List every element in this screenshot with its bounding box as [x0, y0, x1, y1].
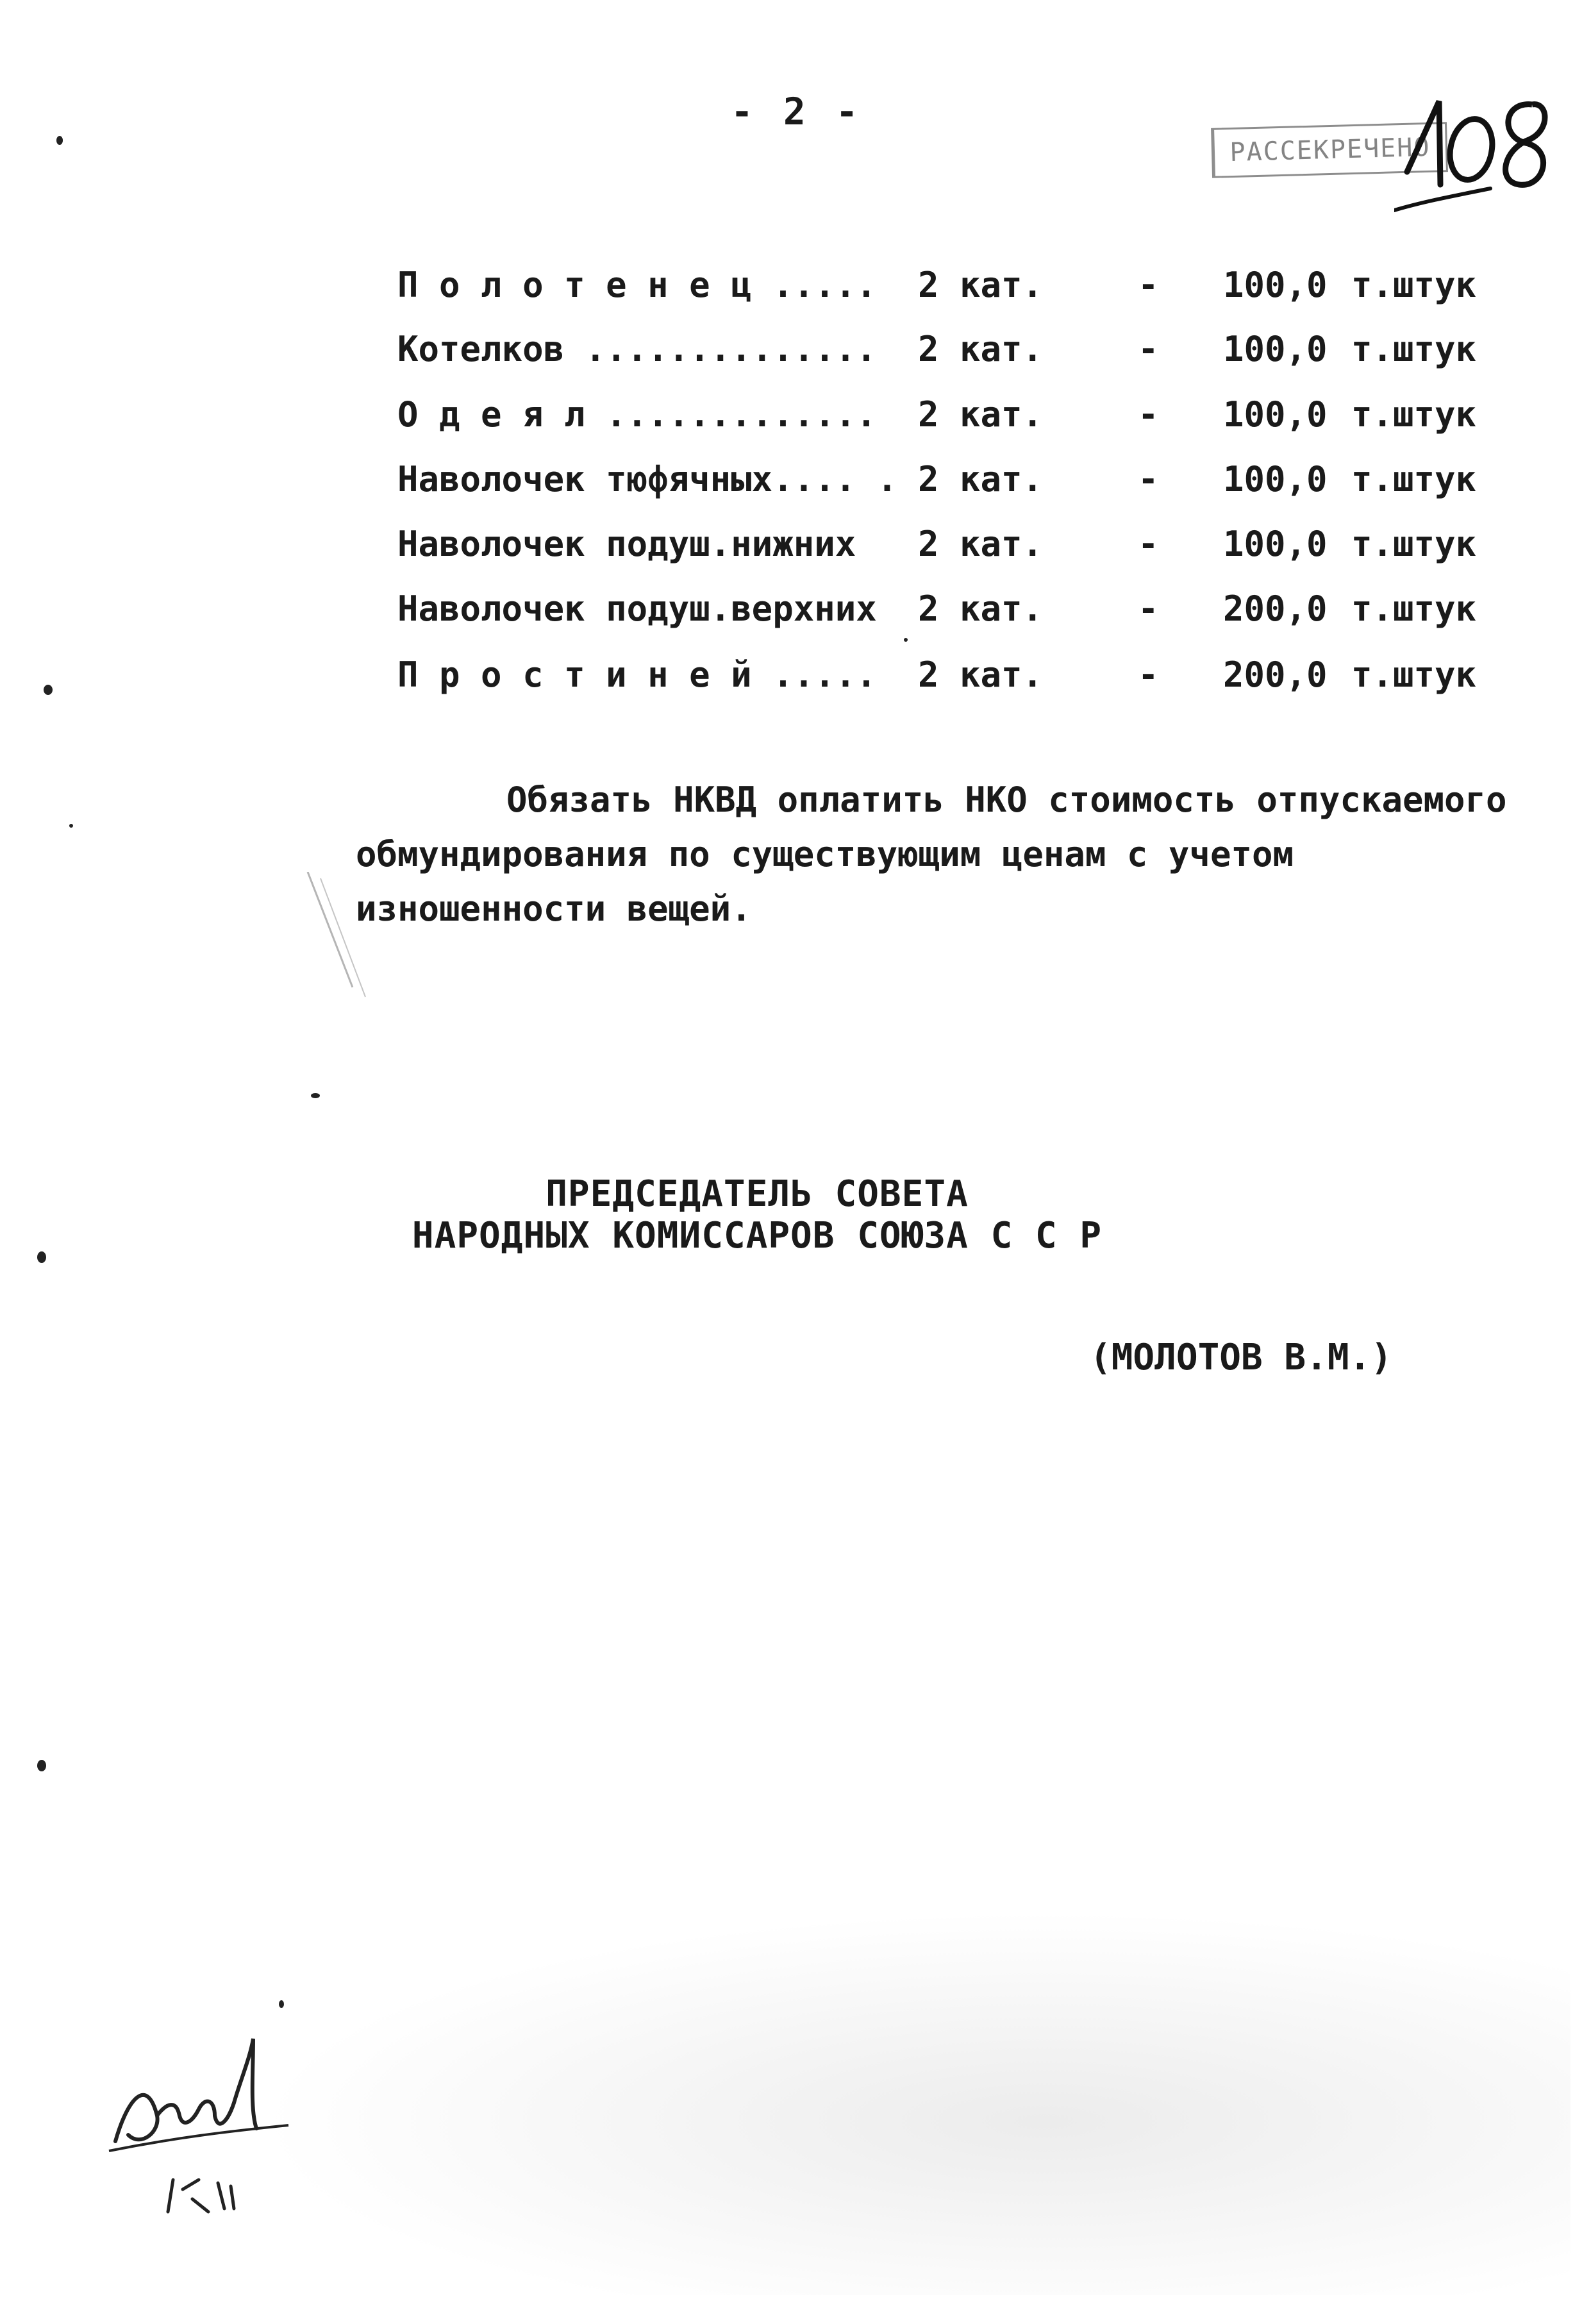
list-item — [0, 253, 1591, 317]
item-unit: т.штук — [1351, 329, 1477, 369]
handwritten-signature — [96, 2019, 314, 2231]
page-number: - 2 - — [731, 90, 862, 133]
list-item — [0, 577, 1591, 641]
item-dash: - — [1138, 394, 1159, 435]
body-paragraph-block — [356, 773, 1548, 936]
item-dash: - — [1138, 329, 1159, 369]
item-category: 2 кат. — [918, 265, 1044, 305]
item-dash: - — [1138, 655, 1159, 695]
item-unit: т.штук — [1351, 459, 1477, 499]
item-quantity: 100,0 — [1223, 329, 1328, 369]
item-dash: - — [1138, 589, 1159, 629]
list-item — [0, 447, 1591, 512]
signature-title-line-2: НАРОДНЫХ КОМИССАРОВ СОЮЗА С С Р — [412, 1215, 1103, 1257]
speck — [37, 1251, 46, 1263]
speck — [69, 824, 73, 828]
item-quantity: 100,0 — [1223, 394, 1328, 435]
item-category: 2 кат. — [918, 329, 1044, 369]
speck — [56, 136, 63, 145]
speck — [279, 2000, 284, 2008]
item-quantity: 200,0 — [1223, 589, 1328, 629]
item-name: Наволочек тюфячных.... . — [397, 459, 898, 499]
speck — [37, 1760, 46, 1771]
folio-number-handwritten — [1394, 76, 1561, 230]
speck — [904, 638, 908, 642]
list-item — [0, 643, 1591, 707]
signatory-name: (МОЛОТОВ В.М.) — [1090, 1337, 1393, 1378]
item-dash: - — [1138, 265, 1159, 305]
item-name: П о л о т е н е ц ..... — [397, 265, 877, 305]
item-unit: т.штук — [1351, 655, 1477, 695]
item-category: 2 кат. — [918, 589, 1044, 629]
archive-stamp: РАССЕКРЕЧЕНО — [1211, 122, 1448, 178]
item-dash: - — [1138, 459, 1159, 499]
item-quantity: 200,0 — [1223, 655, 1328, 695]
item-quantity: 100,0 — [1223, 265, 1328, 305]
item-unit: т.штук — [1351, 394, 1477, 435]
item-quantity: 100,0 — [1223, 459, 1328, 499]
list-item — [0, 383, 1591, 447]
list-item — [0, 512, 1591, 576]
item-dash: - — [1138, 524, 1159, 564]
signature-title-line-1: ПРЕДСЕДАТЕЛЬ СОВЕТА — [546, 1173, 969, 1215]
item-name: О д е я л ............. — [397, 394, 877, 435]
item-name: Котелков .............. — [397, 329, 877, 369]
speck — [311, 1093, 320, 1098]
item-category: 2 кат. — [918, 524, 1044, 564]
speck — [44, 685, 53, 695]
item-name: П р о с т и н е й ..... — [397, 655, 877, 695]
list-item — [0, 317, 1591, 381]
item-unit: т.штук — [1351, 524, 1477, 564]
item-name: Наволочек подуш.верхних — [397, 589, 877, 629]
item-unit: т.штук — [1351, 265, 1477, 305]
page-smudge — [256, 1910, 1570, 2295]
item-name: Наволочек подуш.нижних — [397, 524, 877, 564]
fold-mark — [301, 872, 378, 1000]
item-unit: т.штук — [1351, 589, 1477, 629]
item-category: 2 кат. — [918, 394, 1044, 435]
body-paragraph: Обязать НКВД оплатить НКО стоимость отпускаемого обмундирования по существующим ценам с учетом изношенности вещей. — [356, 780, 1507, 929]
item-quantity: 100,0 — [1223, 524, 1328, 564]
item-category: 2 кат. — [918, 655, 1044, 695]
item-category: 2 кат. — [918, 459, 1044, 499]
